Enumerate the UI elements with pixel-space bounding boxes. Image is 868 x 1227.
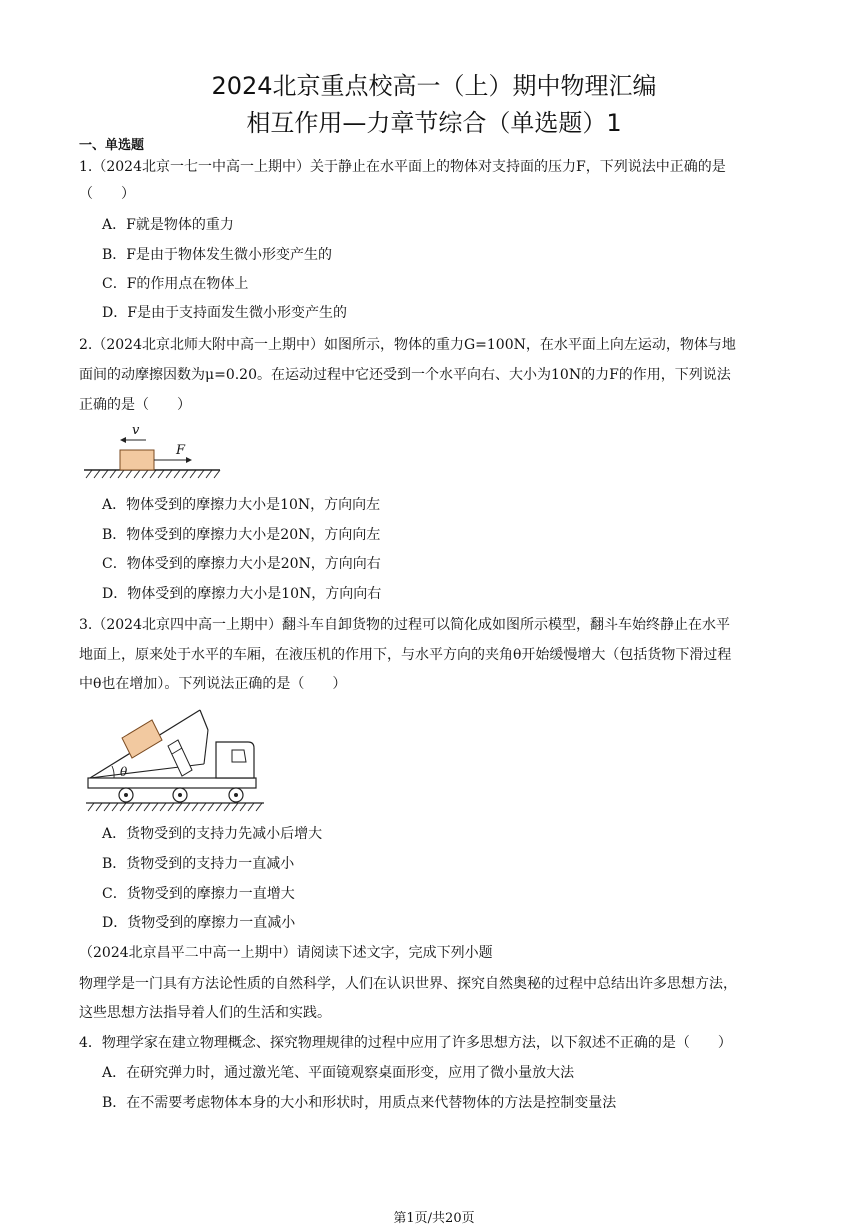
document-title: 2024北京重点校高一（上）期中物理汇编	[211, 72, 657, 100]
section-heading: 一、单选题	[79, 138, 145, 153]
hydraulic-cylinder	[168, 740, 192, 776]
truck-chassis	[88, 778, 256, 788]
q3-option-b: B．货物受到的支持力一直减小	[102, 856, 295, 872]
document-subtitle: 相互作用—力章节综合（单选题）1	[246, 109, 622, 137]
q2-option-d: D．物体受到的摩擦力大小是10N，方向向右	[102, 586, 382, 602]
q4-stem: 4．物理学家在建立物理概念、探究物理规律的过程中应用了许多思想方法，以下叙述不正确的是（ ）	[79, 1035, 732, 1051]
passage-intro: （2024北京昌平二中高一上期中）请阅读下述文字，完成下列小题	[79, 945, 493, 961]
q1-option-b: B．F是由于物体发生微小形变产生的	[102, 247, 333, 263]
q2-option-b: B．物体受到的摩擦力大小是20N，方向向左	[102, 527, 381, 543]
q1-option-a: A．F就是物体的重力	[102, 217, 234, 233]
passage-line2: 这些思想方法指导着人们的生活和实践。	[79, 1005, 331, 1021]
q4-option-b: B．在不需要考虑物体本身的大小和形状时，用质点来代替物体的方法是控制变量法	[102, 1095, 617, 1111]
q2-option-a: A．物体受到的摩擦力大小是10N，方向向左	[102, 497, 381, 513]
q1-option-c: C．F的作用点在物体上	[102, 276, 249, 292]
q3-stem-line1: 3.（2024北京四中高一上期中）翻斗车自卸货物的过程可以简化成如图所示模型，翻斗车始终静止在水平	[79, 617, 730, 633]
q3-option-d: D．货物受到的摩擦力一直减小	[102, 915, 296, 931]
angle-arc	[112, 766, 114, 778]
force-label: F	[176, 443, 186, 458]
bed-tailgate	[200, 710, 208, 730]
wheel-rear	[119, 788, 133, 802]
q1-stem: 1.（2024北京一七一中高一上期中）关于静止在水平面上的物体对支持面的压力F，下列说法中正确的是	[79, 159, 726, 175]
force-arrowhead	[186, 457, 192, 463]
q2-stem-line1: 2.（2024北京北师大附中高一上期中）如图所示，物体的重力G=100N，在水平面上向左运动，物体与地	[79, 337, 736, 353]
page-footer: 第1页/共20页	[393, 1211, 475, 1226]
block	[120, 450, 154, 470]
q1-option-d: D．F是由于支持面发生微小形变产生的	[102, 305, 347, 321]
q1-stem-paren: （ ）	[79, 186, 135, 202]
q2-figure-block-on-ground	[80, 418, 225, 488]
q2-option-c: C．物体受到的摩擦力大小是20N，方向向右	[102, 556, 381, 572]
wheel-front	[229, 788, 243, 802]
q3-stem-line2: 地面上，原来处于水平的车厢，在液压机的作用下，与水平方向的夹角θ开始缓慢增大（包括货物下滑过程	[79, 647, 732, 663]
bed-side	[204, 730, 208, 764]
q4-option-a: A．在研究弹力时，通过激光笔、平面镜观察桌面形变，应用了微小量放大法	[102, 1065, 575, 1081]
ground-hatch	[86, 470, 220, 478]
q3-stem-line3: 中θ也在增加）。下列说法正确的是（ ）	[79, 676, 347, 692]
cargo-box	[122, 720, 162, 758]
q3-option-a: A．货物受到的支持力先减小后增大	[102, 826, 323, 842]
ground-hatch	[88, 803, 262, 811]
passage-line1: 物理学是一门具有方法论性质的自然科学，人们在认识世界、探究自然奥秘的过程中总结出许多思想方法，	[79, 976, 737, 992]
wheel-middle	[173, 788, 187, 802]
q3-option-c: C．货物受到的摩擦力一直增大	[102, 886, 295, 902]
velocity-label: v	[132, 423, 140, 438]
truck-window	[232, 750, 246, 762]
q3-figure-dump-truck	[80, 700, 270, 815]
velocity-arrowhead	[120, 437, 126, 443]
q2-stem-line3: 正确的是（ ）	[79, 397, 191, 413]
theta-label: θ	[120, 765, 128, 779]
q2-stem-line2: 面间的动摩擦因数为μ=0.20。在运动过程中它还受到一个水平向右、大小为10N的力F的作用，下列说法	[79, 367, 731, 383]
